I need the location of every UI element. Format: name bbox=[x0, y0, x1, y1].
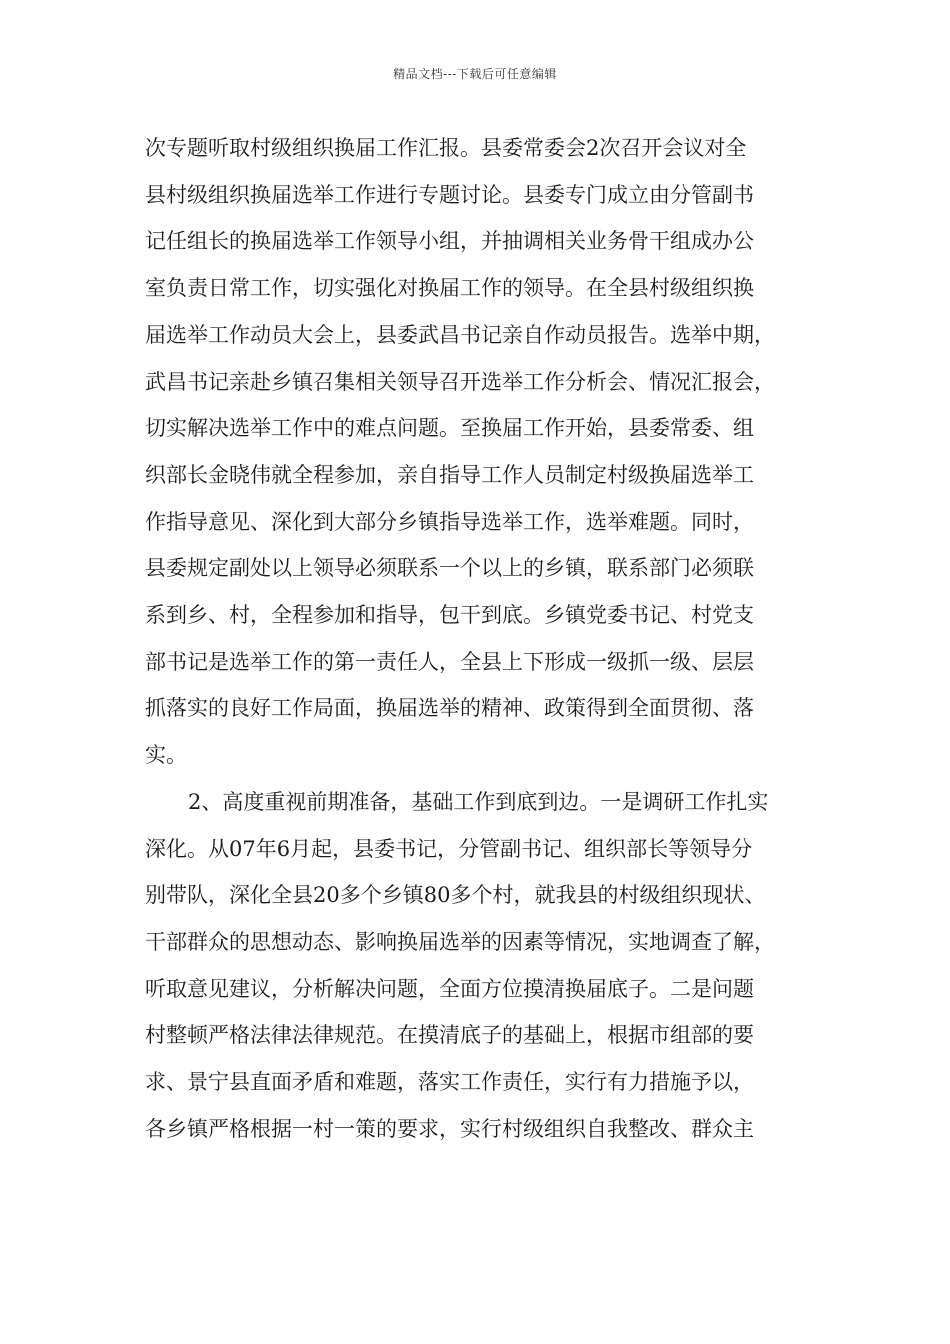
text-line: 武昌书记亲赴乡镇召集相关领导召开选举工作分析会、情况汇报会， bbox=[145, 369, 775, 394]
text-line: 听取意见建议，分析解决问题，全面方位摸清换届底子。二是问题 bbox=[145, 976, 754, 1001]
text-line: 届选举工作动员大会上，县委武昌书记亲自作动员报告。选举中期， bbox=[145, 322, 775, 347]
text-line: 求、景宁县直面矛盾和难题，落实工作责任，实行有力措施予以， bbox=[145, 1070, 754, 1094]
text-line: 次专题听取村级组织换届工作汇报。县委常委会2次召开会议对全 bbox=[145, 136, 747, 160]
page-header: 精品文档---下载后可任意编辑 bbox=[393, 67, 557, 81]
text-line: 别带队，深化全县20多个乡镇80多个村，就我县的村级组织现状、 bbox=[145, 883, 766, 908]
text-line: 村整顿严格法律法律规范。在摸清底子的基础上，根据市组部的要 bbox=[145, 1023, 754, 1048]
text-line: 织部长金晓伟就全程参加，亲自指导工作人员制定村级换届选举工 bbox=[145, 462, 754, 487]
text-line: 深化。从07年6月起，县委书记，分管副书记、组织部长等领导分 bbox=[145, 836, 753, 861]
text-line: 切实解决选举工作中的难点问题。至换届工作开始，县委常委、组 bbox=[145, 416, 754, 441]
text-line: 系到乡、村，全程参加和指导，包干到底。乡镇党委书记、村党支 bbox=[145, 603, 754, 627]
text-line: 干部群众的思想动态、影响换届选举的因素等情况，实地调查了解， bbox=[145, 929, 775, 954]
text-line: 抓落实的良好工作局面，换届选举的精神、政策得到全面贯彻、落 bbox=[145, 696, 754, 721]
text-line: 室负责日常工作，切实强化对换届工作的领导。在全县村级组织换 bbox=[145, 276, 754, 301]
text-line: 2、高度重视前期准备，基础工作到底到边。一是调研工作扎实 bbox=[188, 789, 769, 814]
text-line: 县村级组织换届选举工作进行专题讨论。县委专门成立由分管副书 bbox=[145, 182, 754, 207]
text-line: 部书记是选举工作的第一责任人，全县上下形成一级抓一级、层层 bbox=[145, 649, 754, 674]
text-line: 实。 bbox=[145, 743, 187, 768]
text-line: 记任组长的换届选举工作领导小组，并抽调相关业务骨干组成办公 bbox=[145, 229, 754, 254]
text-line: 作指导意见、深化到大部分乡镇指导选举工作，选举难题。同时， bbox=[145, 509, 754, 534]
text-line: 县委规定副处以上领导必须联系一个以上的乡镇，联系部门必须联 bbox=[145, 556, 754, 581]
text-line: 各乡镇严格根据一村一策的要求，实行村级组织自我整改、群众主 bbox=[145, 1116, 754, 1141]
